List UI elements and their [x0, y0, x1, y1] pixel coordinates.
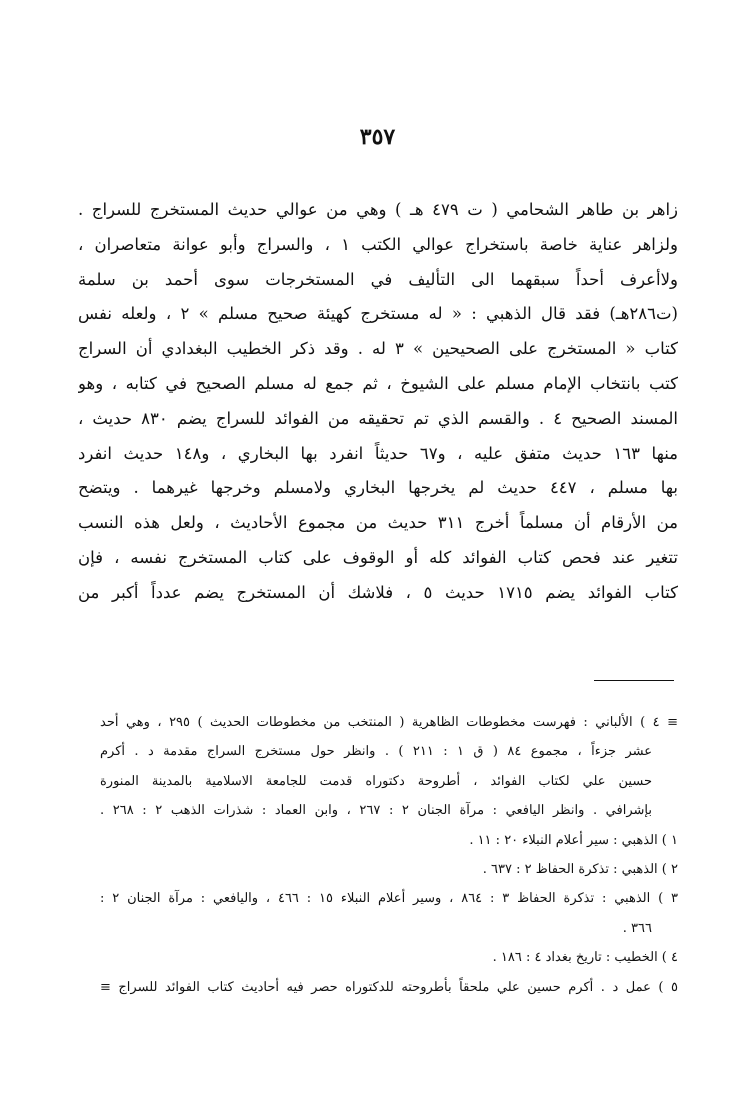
body-line: ولاأعرف أحداً سبقهما الى التأليف في المستخرجات سوى أحمد بن سلمة	[78, 269, 678, 289]
footnote-line: ٥ ) عمل د . أكرم حسين علي ملحقاً بأطروحته للدكتوراه حصر فيه أحاديث كتاب الفوائد للسراج ≡	[100, 979, 678, 995]
footnote-line: حسين علي لكتاب الفوائد ، أطروحة دكتوراه قدمت للجامعة الاسلامية بالمدينة المنورة	[100, 773, 652, 789]
footnote-line: ٤ ) الخطيب : تاريخ بغداد ٤ : ١٨٦ .	[492, 950, 678, 966]
page-number: ٣٥٧	[359, 124, 396, 150]
body-line: كتاب الفوائد يضم ١٧١٥ حديث ٥ ، فلاشك أن المستخرج يضم عدداً أكبر من	[78, 582, 678, 602]
body-line: من الأرقام أن مسلماً أخرج ٣١١ حديث من مجموع الأحاديث ، ولعل هذه النسب	[78, 513, 678, 533]
body-line: منها ١٦٣ حديث متفق عليه ، و٦٧ حديثاً انفرد بها البخاري ، و١٤٨ حديث انفرد	[78, 443, 678, 463]
footnote-line: ١ ) الذهبي : سير أعلام النبلاء ٢٠ : ١١ .	[469, 832, 678, 848]
footnote-line: بإشرافي . وانظر اليافعي : مرآة الجنان ٢ : ٢٦٧ ، وابن العماد : شذرات الذهب ٢ : ٢٦٨ .	[100, 803, 652, 819]
body-line: (ت٢٨٦هـ) فقد قال الذهبي : « له مستخرج كهيئة صحيح مسلم » ٢ ، ولعله نفس	[78, 304, 678, 324]
footnote-line: ٣ ) الذهبي : تذكرة الحفاظ ٣ : ٨٦٤ ، وسير أعلام النبلاء ١٥ : ٤٦٦ ، واليافعي : مرآة الجنان ٢ :	[100, 891, 678, 907]
footnote-line: عشر جزءاً ، مجموع ٨٤ ( ق ١ : ٢١١ ) . وانظر حول مستخرج السراج مقدمة د . أكرم	[100, 744, 652, 760]
body-line: تتغير عند فحص كتاب الفوائد كله أو الوقوف على كتاب المستخرج نفسه ، فإن	[78, 547, 678, 567]
body-text	[78, 193, 678, 611]
body-line: كتاب « المستخرج على الصحيحين » ٣ له . وقد ذكر الخطيب البغدادي أن السراج	[78, 339, 678, 359]
body-line: المسند الصحيح ٤ . والقسم الذي تم تحقيقه من الفوائد للسراج يضم ٨٣٠ حديث ،	[78, 408, 678, 428]
body-line: زاهر بن طاهر الشحامي ( ت ٤٧٩ هـ ) وهي من عوالي حديث المستخرج للسراج .	[78, 200, 678, 219]
body-line: كتب بانتخاب الإمام مسلم على الشيوخ ، ثم جمع له مسلم الصحيح في كتابه ، وهو	[78, 373, 678, 393]
body-line: ولزاهر عناية خاصة باستخراج عوالي الكتب ١ ، والسراج وأبو عوانة متعاصران ،	[78, 234, 678, 254]
footnote-line: ٣٦٦ .	[622, 920, 652, 936]
footnote-line: ٢ ) الذهبي : تذكرة الحفاظ ٢ : ٦٣٧ .	[482, 861, 678, 877]
footnote-line: ≡ ٤ ) الألباني : فهرست مخطوطات الظاهرية ( المنتخب من مخطوطات الحديث ) ٢٩٥ ، وهي أحد	[100, 715, 678, 730]
footnote-separator	[594, 680, 674, 681]
body-line: بها مسلم ، ٤٤٧ حديث لم يخرجها البخاري ولامسلم وخرجها غيرهما . ويتضح	[78, 478, 678, 498]
footnotes	[100, 708, 678, 1002]
